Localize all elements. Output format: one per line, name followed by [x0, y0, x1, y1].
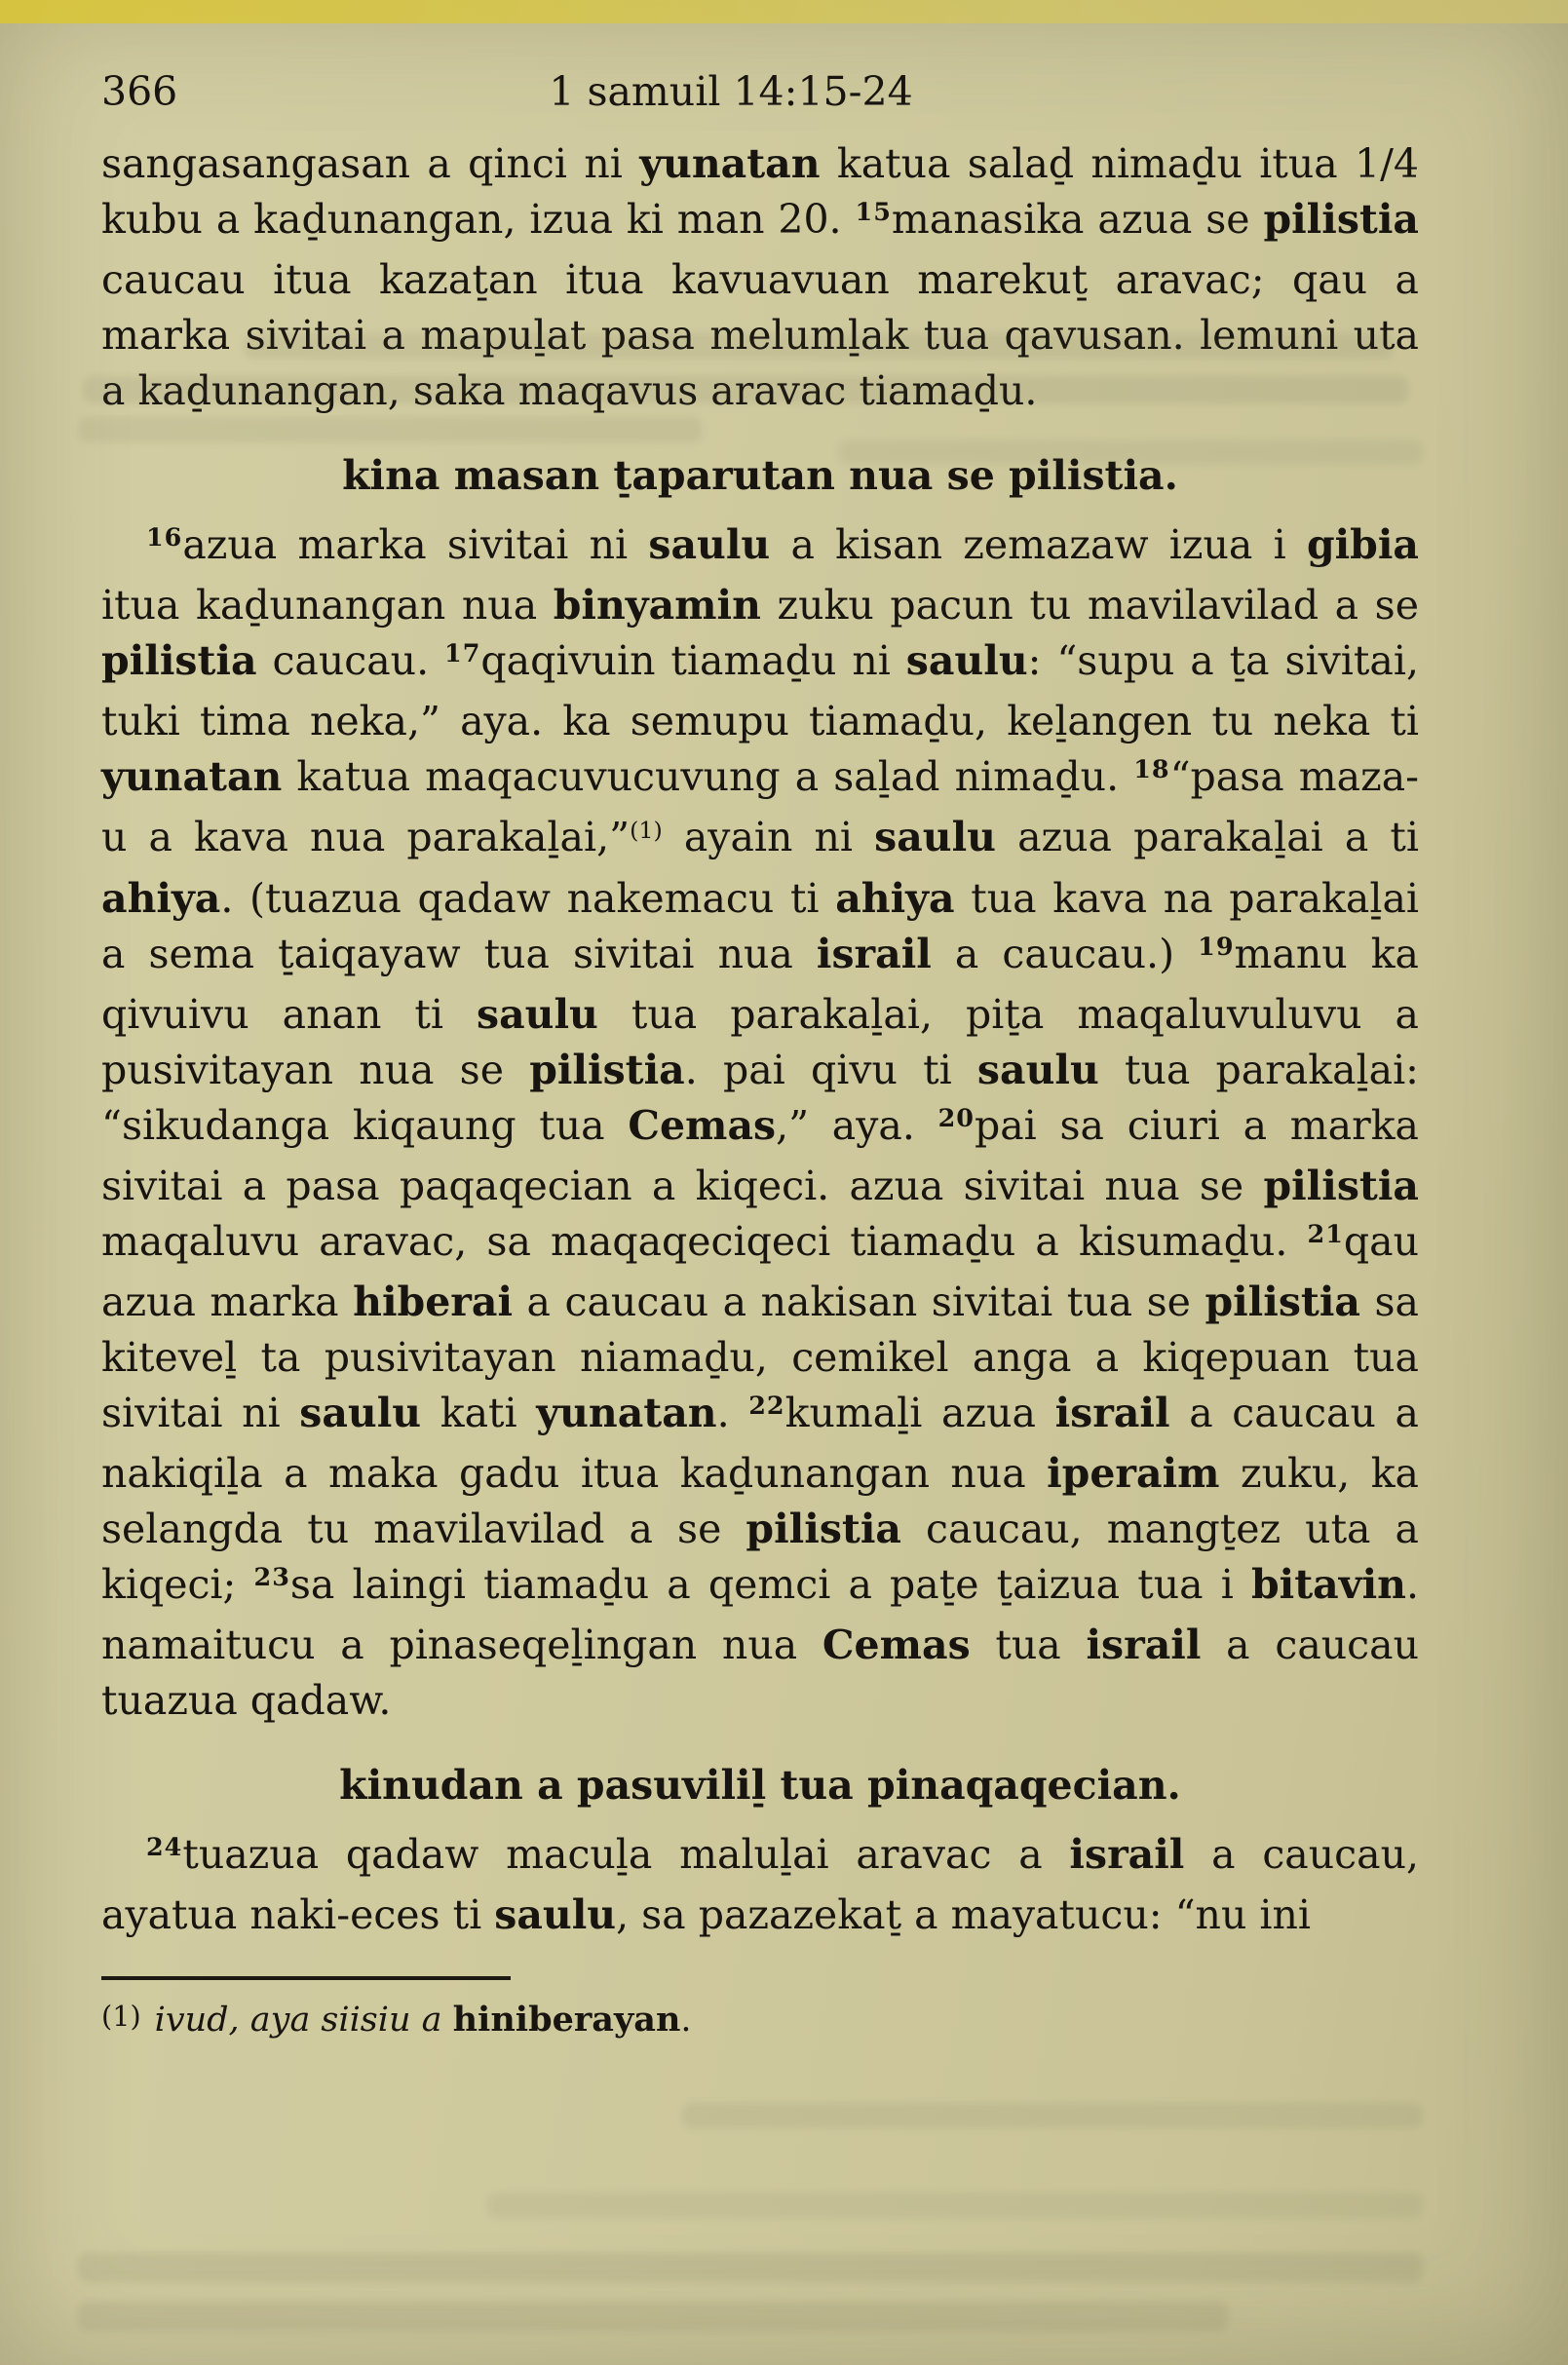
section-heading: [101, 448, 1419, 504]
text-run: pilistia: [529, 1047, 685, 1093]
verse-number: 22: [748, 1390, 785, 1420]
bleed-through-smudge: [682, 2103, 1423, 2128]
text-run: katua maqacuvucuvung a sal̠ad nimad̠u.: [282, 753, 1134, 800]
text-run: saulu: [905, 637, 1028, 684]
text-run: ahiya: [101, 875, 221, 922]
text-run: tua parakal̠ai: “sikudanga kiqaung tua: [101, 1047, 1420, 1149]
text-run: caucau itua kazat̠an itua kavuavuan marekut̠ aravac; qau a marka sivitai a mapul̠at pasa meluml̠ak tua qavusan. lemuni uta a kad̠unangan, saka maqavus aravac tiamad̠u.: [101, 256, 1419, 414]
text-run: . (tuazua qadaw nakemacu ti: [220, 875, 836, 922]
footnote-text: [101, 1996, 1419, 2045]
text-run: ,” aya.: [776, 1102, 938, 1149]
text-run: saulu: [477, 991, 598, 1038]
text-run: ahiya: [835, 875, 955, 922]
running-header: 1 samuil 14:15-24: [549, 68, 913, 115]
text-run: israil: [816, 931, 932, 977]
bleed-through-smudge: [78, 2302, 1228, 2331]
footnote: [101, 1976, 1419, 2045]
text-run: pilistia: [1263, 1163, 1419, 1209]
bleed-through-smudge: [78, 2253, 1423, 2282]
verse-number: 19: [1198, 931, 1235, 961]
text-run: .: [680, 2001, 692, 2040]
text-run: .: [716, 1390, 749, 1436]
text-run: yunatan: [101, 753, 283, 800]
text-run: azua marka sivitai ni: [182, 521, 649, 568]
text-run: gibia: [1306, 521, 1419, 568]
verse-number: 20: [937, 1102, 975, 1132]
text-run: pilistia: [746, 1506, 901, 1552]
text-run: tua kava na parakal̠ai a sema t̠aiqayaw tua sivitai nua: [101, 875, 1420, 977]
verse-number: 23: [253, 1561, 290, 1591]
text-run: caucau, mangt̠ez uta a kiqeci;: [101, 1506, 1420, 1608]
page-number: 366: [101, 68, 178, 115]
text-run: kinudan a pasuvilil̠ tua pinaqaqecian.: [339, 1762, 1181, 1809]
text-run: maqaluvu aravac, sa maqaqeciqeci tiamad̠u a kisumad̠u.: [101, 1218, 1308, 1265]
verse-number: 21: [1307, 1218, 1344, 1248]
text-run: zuku pacun tu mavilavilad a se: [760, 582, 1419, 629]
text-run: hiberai: [353, 1278, 514, 1325]
text-run: Cemas: [628, 1102, 777, 1149]
text-run: israil: [1069, 1831, 1185, 1878]
text-run: saulu: [648, 521, 771, 568]
text-run: qau azua marka: [101, 1218, 1419, 1325]
text-run: kati: [421, 1390, 537, 1436]
text-run: pilistia: [1205, 1278, 1360, 1325]
text-run: “pasa maza-u a kava nua parakal̠ai,”: [101, 753, 1419, 860]
text-run: saulu: [976, 1047, 1099, 1093]
verse-number: 17: [444, 637, 481, 668]
text-run: qaqivuin tiamad̠u ni: [480, 637, 906, 684]
text-run: manasika azua se: [891, 196, 1264, 243]
text-run: : “supu a t̠a sivitai, tuki tima neka,” aya. ka semupu tiamad̠u, kel̠angen tu neka ti: [101, 637, 1419, 744]
text-run: a caucau.): [931, 931, 1199, 977]
footnote-marker: (1): [101, 1999, 141, 2033]
text-run: pai sa ciuri a marka sivitai a pasa paqaqecian a kiqeci. azua sivitai nua se: [101, 1102, 1419, 1209]
text-run: hiniberayan: [452, 2000, 681, 2040]
text-run: caucau.: [256, 637, 445, 684]
text-run: saulu: [494, 1891, 617, 1938]
text-run: saulu: [299, 1390, 422, 1436]
text-run: a caucau a nakisan sivitai tua se: [513, 1278, 1205, 1325]
text-run: , sa pazazekat̠ a mayatucu: “nu ini: [616, 1891, 1312, 1938]
paragraph: [101, 1827, 1419, 1943]
verse-number: 24: [146, 1831, 183, 1861]
text-run: ayain ni: [662, 814, 875, 860]
bleed-through-smudge: [487, 2193, 1423, 2218]
text-run: tua: [970, 1621, 1087, 1668]
text-run: azua parakal̠ai a ti: [995, 814, 1419, 860]
text-run: sa kitevel̠ ta pusivitayan niamad̠u, cemikel anga a kiqepuan tua sivitai ni: [101, 1278, 1419, 1436]
text-run: sa laingi tiamad̠u a qemci a pat̠e t̠aizua tua i: [289, 1561, 1251, 1608]
body-text: [101, 136, 1419, 1943]
text-run: iperaim: [1047, 1450, 1220, 1497]
text-run: kumal̠i azua: [784, 1390, 1055, 1436]
text-run: Cemas: [822, 1621, 971, 1668]
text-run: binyamin: [553, 582, 761, 629]
footnote-ref: (1): [630, 816, 663, 844]
text-run: tua parakal̠ai, pit̠a maqaluvuluvu a pusivitayan nua se: [101, 991, 1419, 1093]
page-header: [0, 0, 1568, 127]
text-run: itua kad̠unangan nua: [101, 582, 554, 629]
verse-number: 18: [1133, 753, 1170, 783]
text-run: . pai qivu ti: [684, 1047, 977, 1093]
text-run: yunatan: [536, 1390, 717, 1436]
text-run: a kisan zemazaw izua i: [770, 521, 1307, 568]
text-run: pilistia: [1263, 196, 1419, 243]
verse-number: 16: [146, 521, 183, 552]
text-run: a caucau, ayatua naki-eces ti: [101, 1831, 1420, 1938]
text-run: israil: [1054, 1390, 1170, 1436]
paragraph: [101, 136, 1419, 419]
text-run: tuazua qadaw macul̠a malul̠ai aravac a: [182, 1831, 1070, 1878]
text-run: kina masan t̠aparutan nua se pilistia.: [342, 452, 1178, 499]
text-run: bitavin: [1251, 1561, 1406, 1608]
text-run: . namaitucu a pinaseqel̠ingan nua: [101, 1561, 1420, 1668]
text-run: manu ka qivuivu anan ti: [101, 931, 1419, 1038]
text-run: sangasangasan a qinci ni: [101, 140, 640, 187]
paragraph: [101, 517, 1419, 1729]
section-heading: [101, 1758, 1419, 1813]
text-run: a caucau tuazua qadaw.: [101, 1621, 1419, 1724]
text-run: israil: [1086, 1621, 1202, 1668]
footnote-body: [155, 2001, 692, 2040]
text-run: ivud, aya siisiu a: [154, 2001, 453, 2040]
footnote-rule: [101, 1976, 511, 1980]
text-run: katua salad̠ nimad̠u itua 1/4 kubu a kad̠unangan, izua ki man 20.: [101, 140, 1419, 243]
text-run: a caucau a nakiqil̠a a maka gadu itua kad̠unangan nua: [101, 1390, 1419, 1497]
text-run: pilistia: [101, 637, 257, 684]
verse-number: 15: [855, 196, 892, 226]
text-run: zuku, ka selangda tu mavilavilad a se: [101, 1450, 1419, 1552]
text-run: saulu: [874, 814, 996, 860]
text-run: yunatan: [639, 140, 821, 187]
text-column: [101, 136, 1419, 2045]
